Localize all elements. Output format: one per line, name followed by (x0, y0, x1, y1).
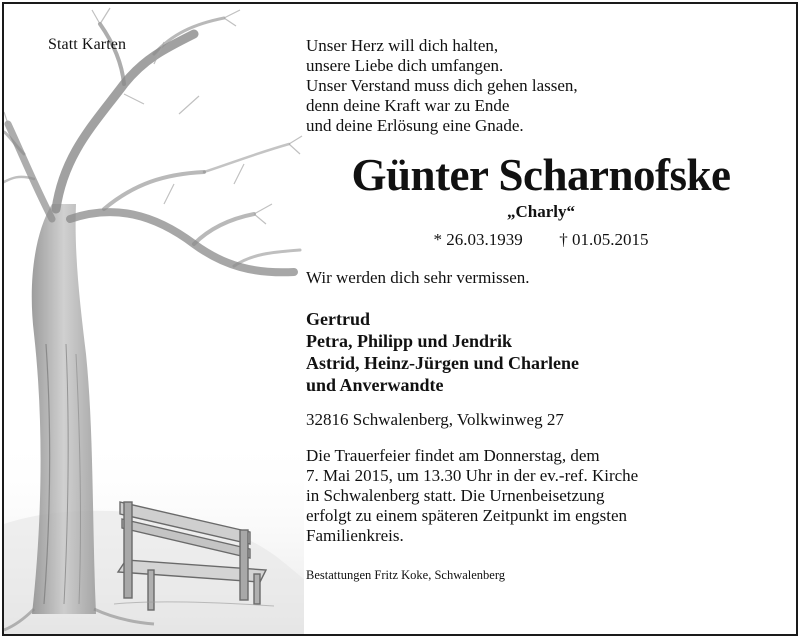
mourner-line: Gertrud (306, 309, 370, 329)
statt-karten-label: Statt Karten (48, 36, 127, 53)
death-date: † 01.05.2015 (559, 230, 649, 249)
funeral-line: in Schwalenberg statt. Die Urnenbeisetzung (306, 486, 605, 505)
mourner-line: Petra, Philipp und Jendrik (306, 331, 513, 351)
deceased-name: Günter Scharnofske (351, 150, 731, 200)
funeral-line: 7. Mai 2015, um 13.30 Uhr in der ev.-ref. Kirche (306, 466, 639, 485)
poem-line: Unser Herz will dich halten, (306, 36, 499, 55)
mourner-line: und Anverwandte (306, 375, 444, 395)
notice-body (306, 36, 776, 582)
funeral-line: Die Trauerfeier findet am Donnerstag, dem (306, 446, 600, 465)
mourners-list (306, 308, 776, 396)
funeral-line: Familienkreis. (306, 526, 404, 545)
birth-date: * 26.03.1939 (433, 230, 523, 249)
poem-line: unsere Liebe dich umfangen. (306, 56, 504, 75)
poem-line: denn deine Kraft war zu Ende (306, 96, 510, 115)
poem-line: und deine Erlösung eine Gnade. (306, 116, 524, 135)
undertaker-credit: Bestattungen Fritz Koke, Schwalenberg (306, 568, 506, 582)
mourner-line: Astrid, Heinz-Jürgen und Charlene (306, 353, 580, 373)
funeral-line: erfolgt zu einem späteren Zeitpunkt im engsten (306, 506, 628, 525)
poem-line: Unser Verstand muss dich gehen lassen, (306, 76, 578, 95)
deceased-nickname: „Charly“ (507, 202, 575, 221)
farewell-message: Wir werden dich sehr vermissen. (306, 268, 530, 287)
tree-bench-illustration (4, 4, 304, 636)
life-dates (306, 230, 776, 250)
family-address: 32816 Schwalenberg, Volkwinweg 27 (306, 410, 564, 429)
funeral-details (306, 446, 776, 546)
obituary-notice (2, 2, 798, 636)
memorial-poem (306, 36, 776, 136)
